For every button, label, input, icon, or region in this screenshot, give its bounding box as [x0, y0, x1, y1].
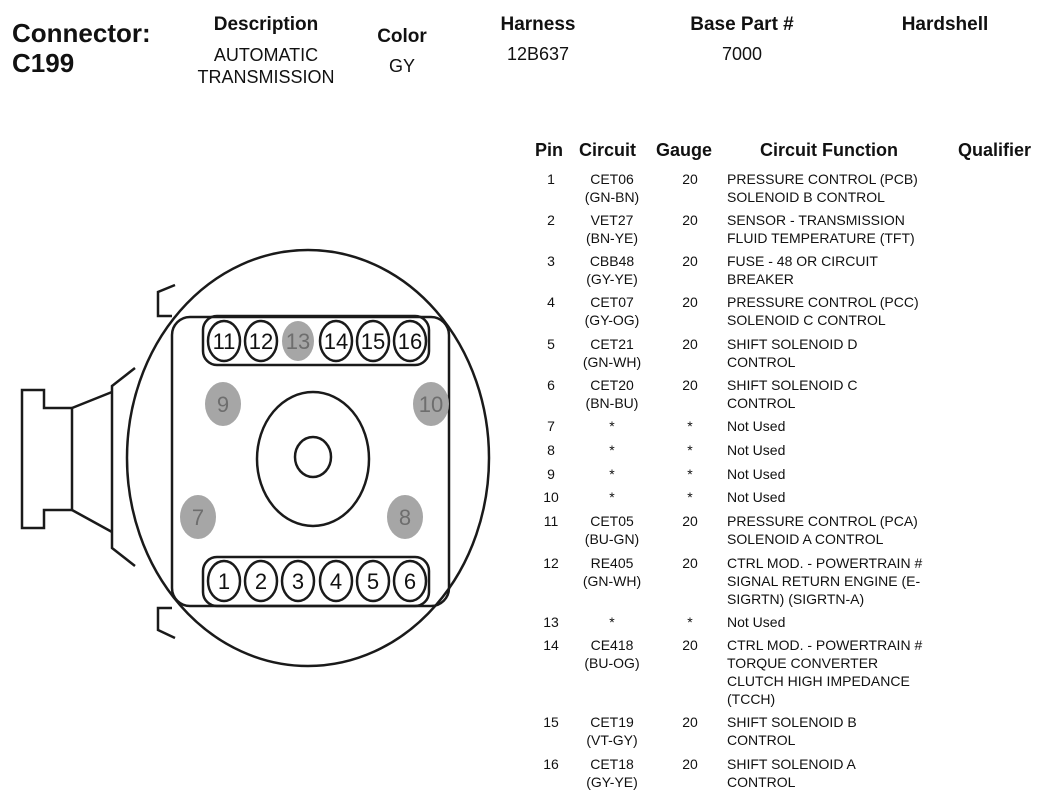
- function-line: SHIFT SOLENOID A: [727, 756, 856, 772]
- circuit-line: *: [609, 442, 615, 458]
- gauge-cell: 20: [682, 253, 698, 269]
- function-line: SHIFT SOLENOID B: [727, 714, 857, 730]
- pin-label-15: 15: [360, 329, 386, 354]
- circuit-cell: [570, 613, 654, 631]
- bottom-tab-outline: [158, 608, 175, 638]
- gauge-cell: 20: [682, 171, 698, 187]
- circuit-line: (VT-GY): [586, 732, 638, 748]
- function-line: Not Used: [727, 614, 786, 630]
- center-boss: [257, 392, 369, 526]
- gauge-cell: 20: [682, 212, 698, 228]
- gauge-cell: 20: [682, 377, 698, 393]
- function-cell: [727, 554, 957, 608]
- function-line: CONTROL: [727, 395, 796, 411]
- circuit-line: (BN-YE): [585, 230, 639, 246]
- pin-number: 7: [547, 418, 555, 434]
- pin-label-8: 8: [398, 505, 412, 530]
- pin-number: 11: [543, 513, 559, 529]
- function-cell: [727, 376, 957, 412]
- circuit-cell: [570, 636, 654, 672]
- pin-label-10: 10: [418, 392, 444, 417]
- circuit-cell: [570, 211, 654, 247]
- circuit-line: (GN-WH): [582, 354, 642, 370]
- function-line: CLUTCH HIGH IMPEDANCE: [727, 673, 910, 689]
- description-line-2: TRANSMISSION: [197, 67, 335, 87]
- circuit-line: CBB48: [589, 253, 635, 269]
- color-value: GY: [388, 56, 415, 76]
- function-line: CONTROL: [727, 354, 796, 370]
- function-line: SOLENOID A CONTROL: [727, 531, 884, 547]
- circuit-line: CET20: [590, 377, 634, 393]
- side-tab-link: [72, 392, 112, 532]
- circuit-cell: [570, 252, 654, 288]
- color-header: Color: [377, 26, 427, 47]
- circuit-cell: [570, 335, 654, 371]
- pin-label-2: 2: [254, 569, 268, 594]
- function-cell: [727, 613, 957, 631]
- function-line: Not Used: [727, 489, 786, 505]
- gauge-cell: *: [687, 418, 693, 434]
- circuit-line: CET07: [590, 294, 634, 310]
- circuit-line: CET18: [590, 756, 634, 772]
- circuit-line: CE418: [590, 637, 634, 653]
- function-cell: [727, 170, 957, 206]
- circuit-line: (BN-BU): [585, 395, 639, 411]
- circuit-line: *: [609, 489, 615, 505]
- hardshell-header: Hardshell: [901, 14, 989, 35]
- function-line: SIGRTN) (SIGRTN-A): [727, 591, 865, 607]
- function-line: CTRL MOD. - POWERTRAIN #: [727, 555, 923, 571]
- pin-label-11: 11: [212, 329, 236, 354]
- function-line: (TCCH): [727, 691, 776, 707]
- circuit-cell: [570, 465, 654, 483]
- harness-value: 12B637: [506, 44, 570, 64]
- circuit-cell: [570, 376, 654, 412]
- circuit-line: RE405: [590, 555, 634, 571]
- circuit-line: (BU-OG): [584, 655, 640, 671]
- connector-id: C199: [12, 48, 75, 78]
- pin-label-1: 1: [217, 569, 231, 594]
- function-line: SOLENOID C CONTROL: [727, 312, 886, 328]
- function-line: CTRL MOD. - POWERTRAIN #: [727, 637, 923, 653]
- function-line: PRESSURE CONTROL (PCC): [727, 294, 919, 310]
- function-line: FLUID TEMPERATURE (TFT): [727, 230, 915, 246]
- function-line: Not Used: [727, 466, 786, 482]
- pin-number: 5: [547, 336, 555, 352]
- gauge-cell: *: [687, 489, 693, 505]
- gauge-cell: 20: [682, 555, 698, 571]
- circuit-cell: [570, 713, 654, 749]
- circuit-line: CET19: [590, 714, 634, 730]
- function-line: PRESSURE CONTROL (PCA): [727, 513, 918, 529]
- pin-label-14: 14: [323, 329, 349, 354]
- base-part-value: 7000: [721, 44, 763, 64]
- pin-label-13: 13: [285, 329, 311, 354]
- function-line: SIGNAL RETURN ENGINE (E-: [727, 573, 921, 589]
- side-latch-outline: [112, 368, 135, 566]
- function-cell: [727, 465, 957, 483]
- pin-number: 8: [547, 442, 555, 458]
- pin-number: 2: [547, 212, 555, 228]
- function-cell: [727, 755, 957, 791]
- pin-number: 15: [543, 714, 559, 730]
- pin-label-16: 16: [397, 329, 423, 354]
- function-cell: [727, 417, 957, 435]
- gauge-cell: 20: [682, 336, 698, 352]
- gauge-cell: *: [687, 466, 693, 482]
- circuit-line: CET06: [590, 171, 634, 187]
- top-tab-outline: [158, 285, 175, 316]
- circuit-cell: [570, 417, 654, 435]
- circuit-line: (GY-YE): [586, 774, 638, 790]
- circuit-line: (GY-YE): [586, 271, 638, 287]
- gauge-cell: 20: [682, 513, 698, 529]
- circuit-cell: [570, 170, 654, 206]
- pin-label-7: 7: [191, 505, 205, 530]
- base-part-header: Base Part #: [690, 14, 794, 35]
- circuit-line: VET27: [590, 212, 634, 228]
- center-hole: [295, 437, 331, 477]
- pin-label-9: 9: [216, 392, 230, 417]
- circuit-cell: [570, 441, 654, 459]
- gauge-cell: 20: [682, 756, 698, 772]
- pin-label-6: 6: [403, 569, 417, 594]
- pin-number: 13: [543, 614, 559, 630]
- function-cell: [727, 488, 957, 506]
- pin-number: 4: [547, 294, 555, 310]
- function-line: SENSOR - TRANSMISSION: [727, 212, 905, 228]
- gauge-cell: *: [687, 614, 693, 630]
- gauge-cell: 20: [682, 714, 698, 730]
- function-cell: [727, 512, 957, 548]
- pin-number: 10: [543, 489, 559, 505]
- circuit-cell: [570, 293, 654, 329]
- function-cell: [727, 252, 957, 288]
- pin-label-5: 5: [366, 569, 380, 594]
- function-line: PRESSURE CONTROL (PCB): [727, 171, 918, 187]
- gauge-cell: 20: [682, 637, 698, 653]
- circuit-cell: [570, 512, 654, 548]
- col-circuit-header: Circuit: [579, 140, 637, 160]
- col-qualifier-header: Qualifier: [958, 140, 1032, 160]
- connector-label: Connector:: [12, 18, 151, 48]
- col-function-header: Circuit Function: [760, 140, 898, 160]
- circuit-line: (GN-WH): [582, 573, 642, 589]
- circuit-line: (GY-OG): [584, 312, 640, 328]
- description-header: Description: [213, 14, 319, 35]
- harness-header: Harness: [500, 14, 576, 35]
- pin-label-12: 12: [248, 329, 274, 354]
- description-line-1: AUTOMATIC: [213, 45, 319, 65]
- pin-label-3: 3: [291, 569, 305, 594]
- pin-number: 3: [547, 253, 555, 269]
- pin-label-4: 4: [329, 569, 343, 594]
- side-tab-outline: [22, 390, 72, 528]
- gauge-cell: *: [687, 442, 693, 458]
- circuit-line: CET05: [590, 513, 634, 529]
- function-cell: [727, 293, 957, 329]
- circuit-cell: [570, 554, 654, 590]
- function-cell: [727, 441, 957, 459]
- function-line: BREAKER: [727, 271, 794, 287]
- function-cell: [727, 636, 957, 708]
- function-cell: [727, 335, 957, 371]
- pin-number: 14: [543, 637, 559, 653]
- circuit-line: *: [609, 614, 615, 630]
- circuit-line: (GN-BN): [584, 189, 640, 205]
- circuit-line: (BU-GN): [584, 531, 640, 547]
- function-line: CONTROL: [727, 732, 796, 748]
- pin-number: 1: [547, 171, 555, 187]
- function-line: Not Used: [727, 442, 786, 458]
- gauge-cell: 20: [682, 294, 698, 310]
- function-line: TORQUE CONVERTER: [727, 655, 879, 671]
- function-line: FUSE - 48 OR CIRCUIT: [727, 253, 878, 269]
- function-line: SHIFT SOLENOID D: [727, 336, 858, 352]
- function-line: CONTROL: [727, 774, 796, 790]
- function-line: Not Used: [727, 418, 786, 434]
- pin-number: 16: [543, 756, 559, 772]
- circuit-cell: [570, 755, 654, 791]
- col-pin-header: Pin: [535, 140, 564, 160]
- pin-number: 6: [547, 377, 555, 393]
- function-cell: [727, 713, 957, 749]
- function-line: SHIFT SOLENOID C: [727, 377, 858, 393]
- pin-number: 12: [543, 555, 559, 571]
- col-gauge-header: Gauge: [656, 140, 713, 160]
- circuit-line: *: [609, 418, 615, 434]
- circuit-line: *: [609, 466, 615, 482]
- circuit-cell: [570, 488, 654, 506]
- function-cell: [727, 211, 957, 247]
- circuit-line: CET21: [590, 336, 634, 352]
- pin-number: 9: [547, 466, 555, 482]
- function-line: SOLENOID B CONTROL: [727, 189, 885, 205]
